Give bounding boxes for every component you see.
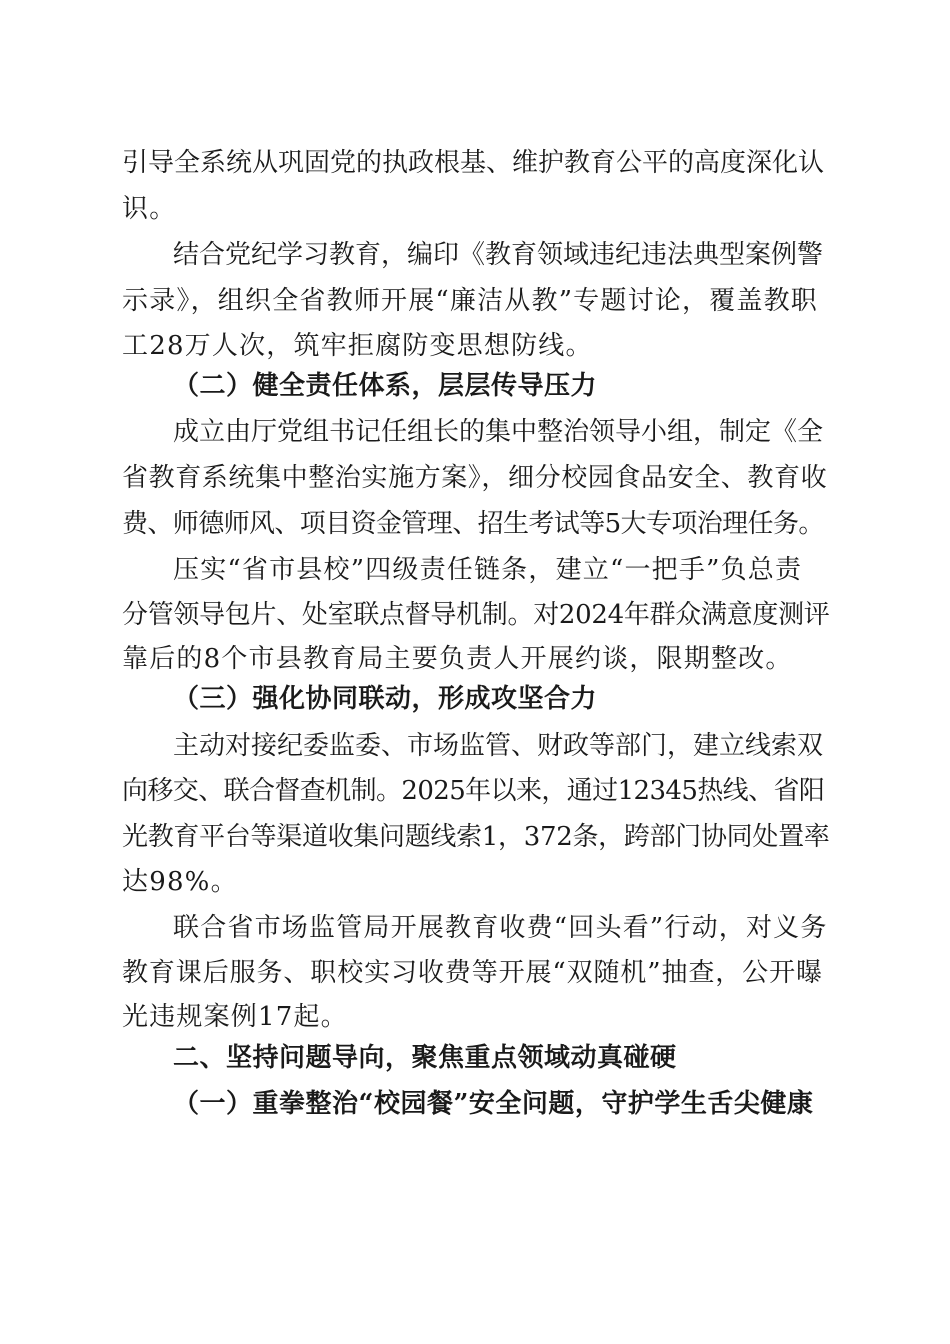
paragraph-line: 结合党纪学习教育，编印《教育领域违纪违法典型案例警 [173,240,824,270]
paragraph-line: 识。 [122,194,177,224]
paragraph-line: 省教育系统集中整治实施方案》，细分校园食品安全、教育收 [122,463,828,493]
paragraph-line: 分管领导包片、处室联点督导机制。对2024年群众满意度测评 [122,600,830,630]
section-heading: （三）强化协同联动，形成攻坚合力 [173,684,598,714]
paragraph-line: 工28万人次，筑牢拒腐防变思想防线。 [122,331,593,361]
paragraph-line: 光教育平台等渠道收集问题线索1，372条，跨部门协同处置率 [122,822,830,852]
section-heading: （一）重拳整治“校园餐”安全问题，守护学生舌尖健康 [173,1089,814,1119]
paragraph-line: 向移交、联合督查机制。2025年以来，通过12345热线、省阳 [122,776,825,806]
paragraph-line: 教育课后服务、职校实习收费等开展“双随机”抽查，公开曝 [122,958,823,988]
chapter-heading: 二、坚持问题导向，聚焦重点领域动真碰硬 [173,1043,677,1073]
paragraph-line: 主动对接纪委监委、市场监管、财政等部门，建立线索双 [173,731,824,761]
paragraph-line: 达98%。 [122,867,238,897]
paragraph-line: 成立由厅党组书记任组长的集中整治领导小组，制定《全 [173,417,824,447]
paragraph-line: 示录》，组织全省教师开展“廉洁从教”专题讨论，覆盖教职 [122,286,818,316]
paragraph-line: 引导全系统从巩固党的执政根基、维护教育公平的高度深化认 [122,148,825,178]
paragraph-line: 费、师德师风、项目资金管理、招生考试等5大专项治理任务。 [122,509,824,539]
paragraph-line: 光违规案例17起。 [122,1002,348,1032]
section-heading: （二）健全责任体系，层层传导压力 [173,371,598,401]
paragraph-line: 靠后的8个市县教育局主要负责人开展约谈，限期整改。 [122,644,793,674]
paragraph-line: 压实“省市县校”四级责任链条，建立“一把手”负总责 [173,555,803,585]
paragraph-line: 联合省市场监管局开展教育收费“回头看”行动，对义务 [173,913,828,943]
